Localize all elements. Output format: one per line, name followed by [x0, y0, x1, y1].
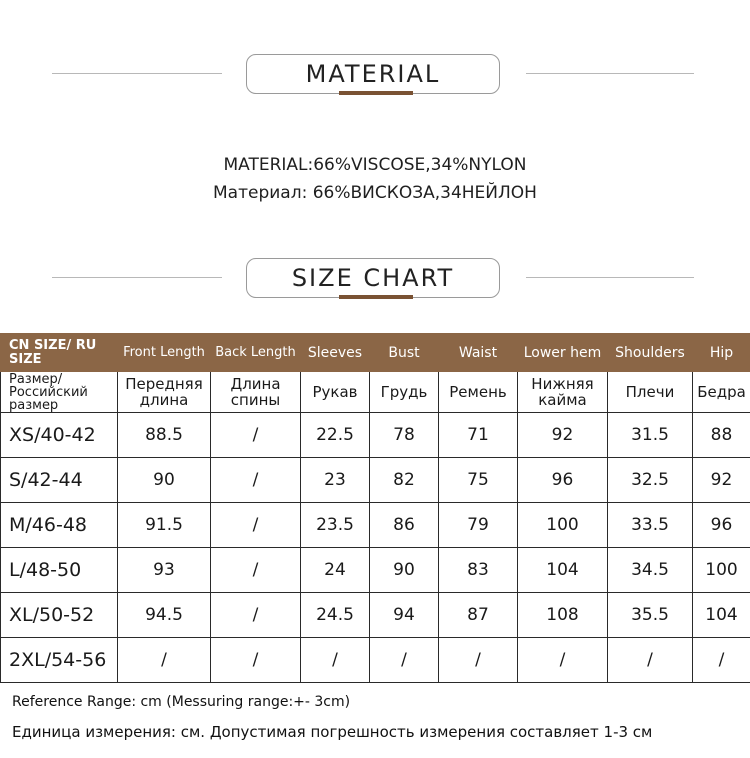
table-cell: 71	[439, 413, 518, 458]
table-row	[1, 413, 750, 458]
measurement-note-ru: Единица измерения: см. Допустимая погрешность измерения составляет 1-3 см	[12, 723, 653, 741]
divider-left	[52, 73, 222, 74]
table-cell: 23.5	[301, 503, 370, 548]
divider-right	[526, 73, 694, 74]
size-cell: XL/50-52	[1, 593, 118, 638]
table-cell: /	[211, 458, 301, 503]
table-cell: /	[211, 503, 301, 548]
reference-range-note: Reference Range: cm (Messuring range:+- 3cm)	[12, 694, 351, 710]
ru-header-cell: Нижняя кайма	[518, 372, 608, 413]
size-chart-title-box	[246, 258, 500, 298]
table-cell: 75	[439, 458, 518, 503]
table-cell: 92	[693, 458, 750, 503]
table-cell: /	[370, 638, 439, 683]
header-cell-hip: Hip	[693, 334, 750, 372]
size-cell: S/42-44	[1, 458, 118, 503]
table-cell: 94.5	[118, 593, 211, 638]
header-cell-front-length: Front Length	[118, 334, 211, 372]
header-cell-shoulders: Shoulders	[608, 334, 693, 372]
header-cell-lower-hem: Lower hem	[518, 334, 608, 372]
table-cell: 94	[370, 593, 439, 638]
table-cell: 104	[518, 548, 608, 593]
table-cell: /	[439, 638, 518, 683]
table-cell: 82	[370, 458, 439, 503]
table-cell: 87	[439, 593, 518, 638]
table-cell: 24.5	[301, 593, 370, 638]
table-cell: 100	[518, 503, 608, 548]
table-cell: /	[301, 638, 370, 683]
material-composition-en: MATERIAL:66%VISCOSE,34%NYLON	[223, 155, 527, 175]
material-title: MATERIAL	[305, 60, 441, 88]
table-cell: 31.5	[608, 413, 693, 458]
table-cell: 90	[118, 458, 211, 503]
table-cell: 100	[693, 548, 750, 593]
table-cell: 91.5	[118, 503, 211, 548]
table-cell: 79	[439, 503, 518, 548]
size-chart-section-header	[0, 256, 750, 306]
ru-header-cell: Бедра	[693, 372, 750, 413]
size-cell: 2XL/54-56	[1, 638, 118, 683]
ru-header-row	[1, 372, 750, 413]
table-cell: /	[211, 413, 301, 458]
ru-header-cell: Плечи	[608, 372, 693, 413]
table-cell: 104	[693, 593, 750, 638]
table-cell: 83	[439, 548, 518, 593]
ru-header-cell: Рукав	[301, 372, 370, 413]
header-cell-sleeves: Sleeves	[301, 334, 370, 372]
size-chart-table	[0, 333, 750, 683]
header-cell-bust: Bust	[370, 334, 439, 372]
size-cell: M/46-48	[1, 503, 118, 548]
table-cell: 86	[370, 503, 439, 548]
ru-header-cell: Ремень	[439, 372, 518, 413]
ru-header-cell: Грудь	[370, 372, 439, 413]
table-row	[1, 503, 750, 548]
header-cell-size: CN SIZE/ RU SIZE	[1, 334, 118, 372]
ru-header-cell: Передняя длина	[118, 372, 211, 413]
table-cell: 108	[518, 593, 608, 638]
material-section-header	[0, 52, 750, 102]
size-cell: L/48-50	[1, 548, 118, 593]
table-row	[1, 593, 750, 638]
size-cell: XS/40-42	[1, 413, 118, 458]
header-cell-back-length: Back Length	[211, 334, 301, 372]
table-row	[1, 458, 750, 503]
table-row	[1, 548, 750, 593]
accent-bar	[339, 295, 413, 299]
table-cell: 90	[370, 548, 439, 593]
table-cell: 78	[370, 413, 439, 458]
divider-left	[52, 277, 222, 278]
table-cell: 35.5	[608, 593, 693, 638]
table-cell: 93	[118, 548, 211, 593]
table-cell: /	[211, 548, 301, 593]
table-cell: 88	[693, 413, 750, 458]
header-cell-waist: Waist	[439, 334, 518, 372]
table-cell: 24	[301, 548, 370, 593]
table-cell: /	[118, 638, 211, 683]
table-cell: /	[608, 638, 693, 683]
table-cell: /	[211, 638, 301, 683]
table-cell: 96	[518, 458, 608, 503]
material-composition-ru: Материал: 66%ВИСКОЗА,34НЕЙЛОН	[213, 183, 537, 203]
accent-bar	[339, 91, 413, 95]
table-cell: /	[693, 638, 750, 683]
table-cell: 88.5	[118, 413, 211, 458]
table-cell: 34.5	[608, 548, 693, 593]
table-cell: /	[211, 593, 301, 638]
table-cell: 32.5	[608, 458, 693, 503]
table-cell: 23	[301, 458, 370, 503]
table-cell: 92	[518, 413, 608, 458]
table-cell: 33.5	[608, 503, 693, 548]
table-cell: /	[518, 638, 608, 683]
material-title-box	[246, 54, 500, 94]
divider-right	[526, 277, 694, 278]
table-row	[1, 638, 750, 683]
size-chart-title: SIZE CHART	[291, 264, 455, 292]
ru-header-cell: Размер/ Российский размер	[1, 372, 118, 413]
header-row	[1, 334, 750, 372]
table-cell: 96	[693, 503, 750, 548]
table-cell: 22.5	[301, 413, 370, 458]
ru-header-cell: Длина спины	[211, 372, 301, 413]
